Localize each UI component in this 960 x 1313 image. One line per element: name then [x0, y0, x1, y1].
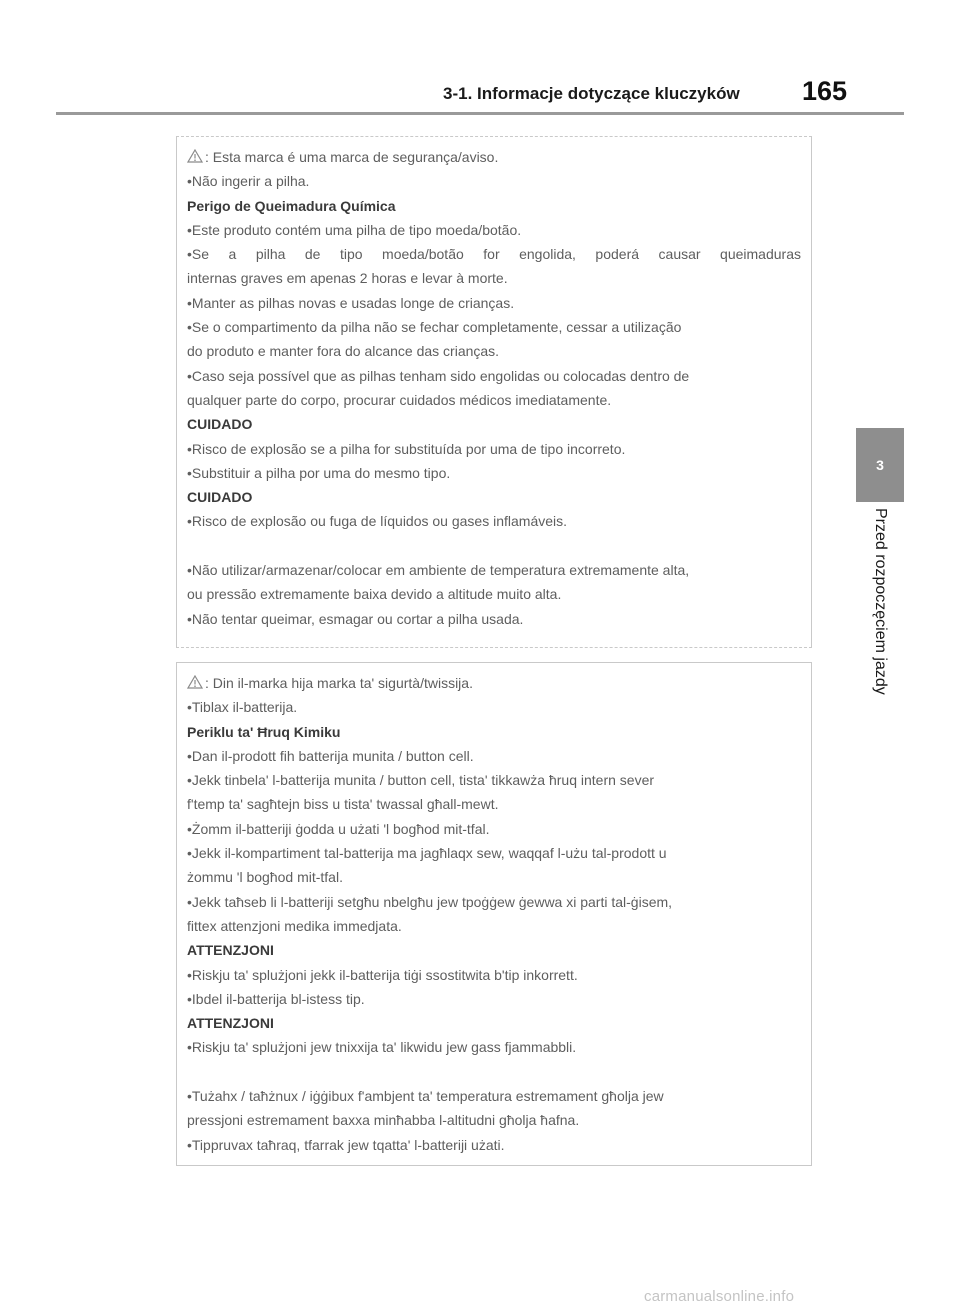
header-divider — [56, 112, 904, 115]
chapter-title: Przed rozpoczęciem jazdy — [872, 508, 889, 695]
blank-line — [187, 1060, 801, 1084]
bullet-line: •Tużahx / taħżnux / iġġibux f'ambjent ta' temperatura estremament għolja jew — [187, 1088, 664, 1105]
caution-heading: CUIDADO — [187, 416, 253, 433]
warning-heading: Perigo de Queimadura Química — [187, 197, 396, 214]
text-line: ou pressão extremamente baixa devido a altitude muito alta. — [187, 586, 562, 603]
bullet-line: •Tiblax il-batterija. — [187, 699, 298, 716]
warning-mark-line — [187, 145, 801, 169]
warning-triangle-icon — [187, 675, 203, 689]
text-line: qualquer parte do corpo, procurar cuidados médicos imediatamente. — [187, 391, 612, 408]
text-line: do produto e manter fora do alcance das crianças. — [187, 343, 500, 360]
bullet-line: •Riskju ta' splużjoni jekk il-batterija tiġi ssostitwita b'tip inkorrett. — [187, 966, 578, 983]
warning-triangle-icon — [187, 149, 203, 163]
page-number: 165 — [802, 76, 848, 106]
bullet-line: •Jekk il-kompartiment tal-batterija ma jagħlaqx sew, waqqaf l-użu tal-prodott u — [187, 845, 667, 862]
bullet-line: •Riskju ta' splużjoni jew tnixxija ta' likwidu jew gass fjammabbli. — [187, 1039, 577, 1056]
bullet-line: •Se o compartimento da pilha não se fechar completamente, cessar a utilização — [187, 319, 682, 336]
bullet-line: •Se a pilha de tipo moeda/botão for engolida, poderá causar queimaduras — [187, 246, 801, 263]
bullet-line: •Dan il-prodott fih batterija munita / button cell. — [187, 747, 474, 764]
text-line: fittex attenzjoni medika immedjata. — [187, 917, 402, 934]
bullet-line: •Este produto contém uma pilha de tipo moeda/botão. — [187, 221, 522, 238]
warning-box-portuguese — [176, 136, 812, 648]
bullet-line: •Żomm il-batteriji ġodda u użati 'l bogħod mit-tfal. — [187, 820, 490, 837]
bullet-line: •Ibdel il-batterija bl-istess tip. — [187, 990, 365, 1007]
bullet-line: •Caso seja possível que as pilhas tenham sido engolidas ou colocadas dentro de — [187, 367, 690, 384]
bullet-line: •Jekk taħseb li l-batteriji setgħu nbelgħu jew tpoġġew ġewwa xi parti tal-ġisem, — [187, 893, 673, 910]
text-line: f'temp ta' sagħtejn biss u tista' twassal għall-mewt. — [187, 796, 499, 813]
bullet-line: •Risco de explosão ou fuga de líquidos ou gases inflamáveis. — [187, 513, 568, 530]
text-line: pressjoni estremament baxxa minħabba l-altitudni għolja ħafna. — [187, 1112, 580, 1129]
caution-heading: CUIDADO — [187, 489, 253, 506]
warning-heading: Periklu ta' Ħruq Kimiku — [187, 723, 341, 740]
bullet-line: •Tippruvax taħraq, tfarrak jew tqatta' l-batteriji użati. — [187, 1136, 505, 1153]
bullet-line: •Não tentar queimar, esmagar ou cortar a pilha usada. — [187, 610, 524, 627]
bullet-line: •Risco de explosão se a pilha for substituída por uma de tipo incorreto. — [187, 440, 626, 457]
bullet-line: •Substituir a pilha por uma do mesmo tipo. — [187, 464, 451, 481]
bullet-line: •Manter as pilhas novas e usadas longe de crianças. — [187, 294, 515, 311]
warning-box-maltese — [176, 662, 812, 1166]
blank-line — [187, 534, 801, 558]
bullet-line: •Jekk tinbela' l-batterija munita / button cell, tista' tikkawża ħruq intern sever — [187, 772, 655, 789]
text-line: żommu 'l bogħod mit-tfal. — [187, 869, 343, 886]
warning-mark-line — [187, 671, 801, 695]
text-line: internas graves em apenas 2 horas e levar à morte. — [187, 270, 508, 287]
caution-heading: ATTENZJONI — [187, 1015, 274, 1032]
section-title: 3-1. Informacje dotyczące kluczyków — [443, 84, 740, 103]
warning-mark-text: : Din il-marka hija marka ta' sigurtà/twissija. — [205, 675, 473, 691]
caution-heading: ATTENZJONI — [187, 942, 274, 959]
bullet-line: •Não ingerir a pilha. — [187, 173, 310, 190]
site-watermark: carmanualsonline.info — [644, 1288, 795, 1305]
chapter-number: 3 — [876, 457, 884, 473]
warning-mark-text: : Esta marca é uma marca de segurança/aviso. — [205, 149, 499, 165]
chapter-tab — [856, 428, 904, 502]
bullet-line: •Não utilizar/armazenar/colocar em ambiente de temperatura extremamente alta, — [187, 562, 690, 579]
